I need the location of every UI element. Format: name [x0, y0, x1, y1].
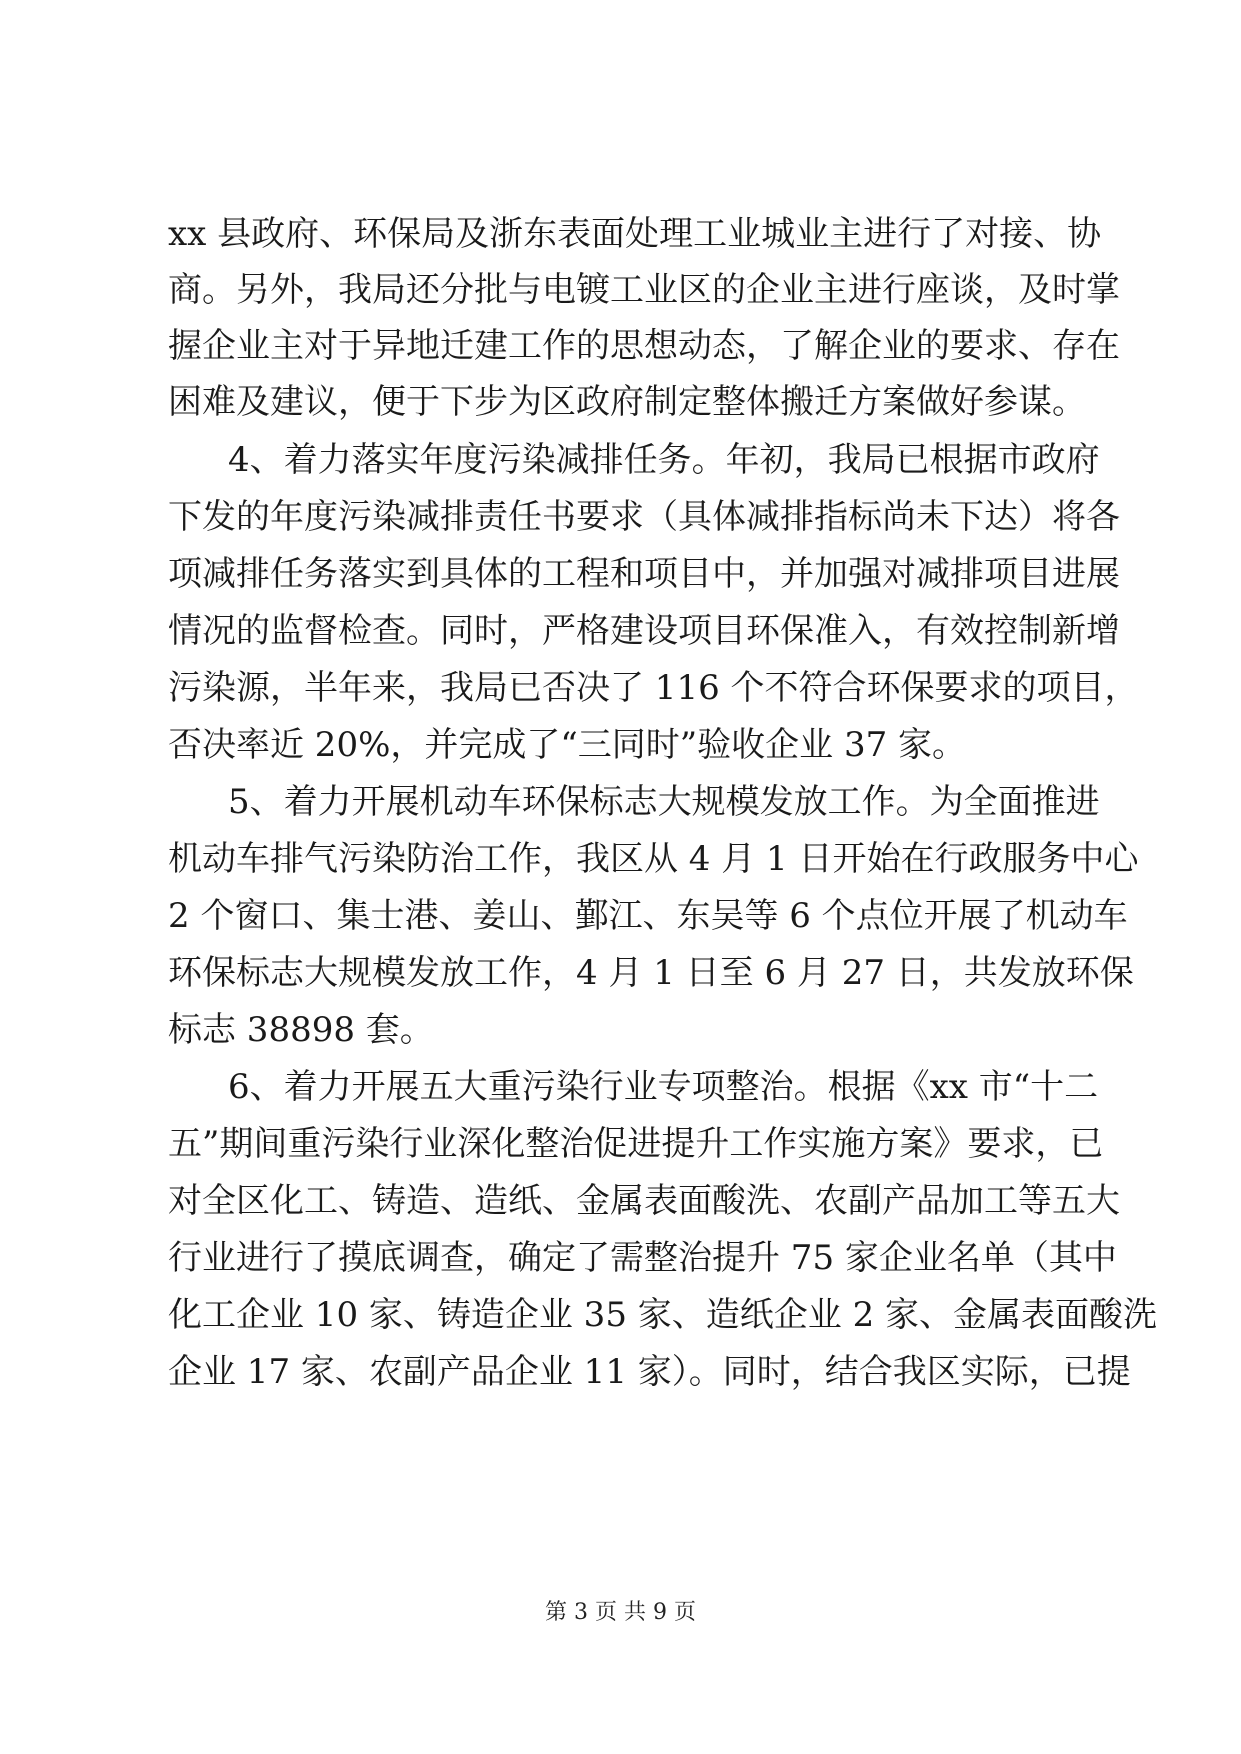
- text-line: 项减排任务落实到具体的工程和项目中，并加强对减排项目进展: [168, 554, 1120, 594]
- page-footer: 第 3 页 共 9 页: [545, 1600, 696, 1625]
- text-line: 标志 38898 套。: [168, 1010, 434, 1050]
- paragraph-start-line: 6、着力开展五大重污染行业专项整治。根据《xx 市“十二: [228, 1067, 1099, 1107]
- text-line: xx 县政府、环保局及浙东表面处理工业城业主进行了对接、协: [168, 214, 1102, 254]
- text-line: 困难及建议，便于下步为区政府制定整体搬迁方案做好参谋。: [168, 382, 1086, 422]
- text-line: 行业进行了摸底调查，确定了需整治提升 75 家企业名单（其中: [168, 1238, 1117, 1278]
- text-line: 化工企业 10 家、铸造企业 35 家、造纸企业 2 家、金属表面酸洗: [168, 1295, 1158, 1335]
- text-line: 五”期间重污染行业深化整治促进提升工作实施方案》要求，已: [168, 1124, 1104, 1164]
- paragraph-start-line: 5、着力开展机动车环保标志大规模发放工作。为全面推进: [228, 782, 1100, 822]
- text-line: 握企业主对于异地迁建工作的思想动态，了解企业的要求、存在: [168, 326, 1120, 366]
- text-line: 企业 17 家、农副产品企业 11 家）。同时，结合我区实际，已提: [168, 1352, 1131, 1392]
- text-line: 污染源，半年来，我局已否决了 116 个不符合环保要求的项目，: [168, 668, 1139, 708]
- text-line: 商。另外，我局还分批与电镀工业区的企业主进行座谈，及时掌: [168, 270, 1120, 310]
- text-line: 情况的监督检查。同时，严格建设项目环保准入，有效控制新增: [168, 611, 1120, 651]
- text-line: 机动车排气污染防治工作，我区从 4 月 1 日开始在行政服务中心: [168, 839, 1139, 879]
- text-line: 环保标志大规模发放工作，4 月 1 日至 6 月 27 日，共发放环保: [168, 953, 1134, 993]
- text-line: 下发的年度污染减排责任书要求（具体减排指标尚未下达）将各: [168, 497, 1120, 537]
- text-line: 2 个窗口、集士港、姜山、鄞江、东吴等 6 个点位开展了机动车: [168, 896, 1128, 936]
- paragraph-start-line: 4、着力落实年度污染减排任务。年初，我局已根据市政府: [228, 440, 1100, 480]
- text-line: 对全区化工、铸造、造纸、金属表面酸洗、农副产品加工等五大: [168, 1181, 1120, 1221]
- text-line: 否决率近 20%，并完成了“三同时”验收企业 37 家。: [168, 725, 967, 765]
